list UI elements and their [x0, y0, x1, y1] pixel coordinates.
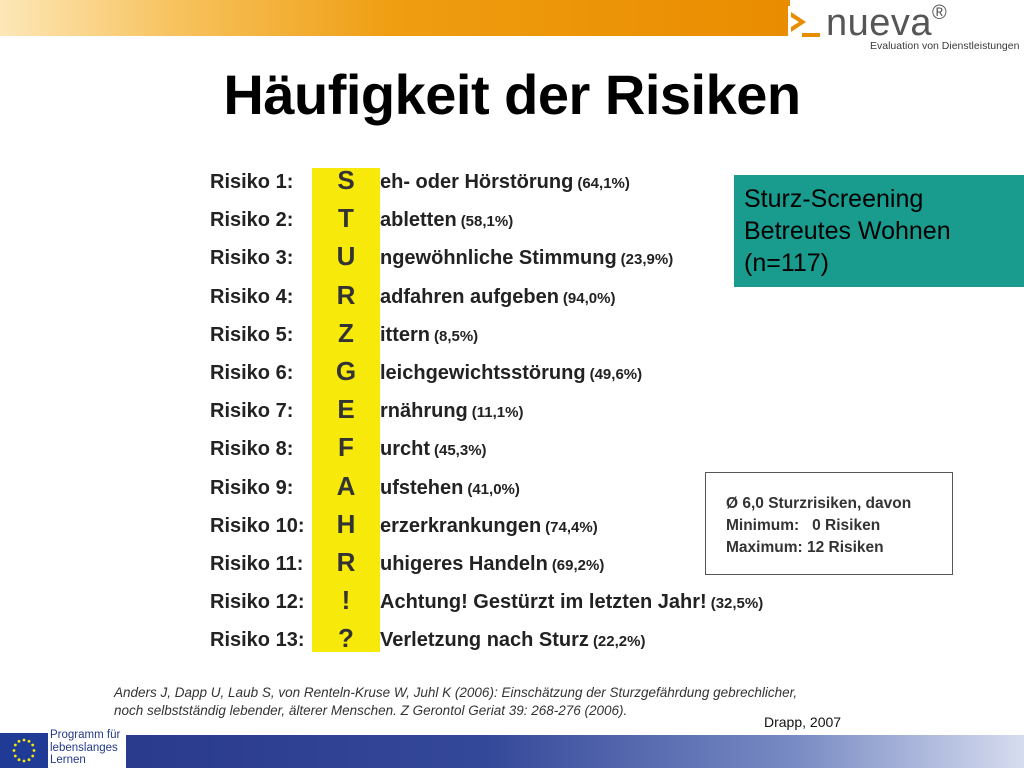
acrostic-letter: R [336, 279, 356, 310]
risk-label: Risiko 3: [210, 247, 294, 270]
risk-row [210, 316, 750, 354]
risk-description [380, 629, 645, 652]
risk-row [210, 201, 750, 239]
nueva-logo [788, 2, 1024, 60]
registered-mark: ® [932, 2, 947, 24]
risk-description [380, 515, 598, 538]
risk-description [380, 362, 642, 385]
eu-program-line: Lernen [50, 754, 86, 766]
acrostic-letter: S [337, 165, 355, 195]
risk-name: uhigeres Handeln [380, 552, 548, 575]
study-info-line: Sturz-Screening [744, 185, 924, 213]
risk-label: Risiko 6: [210, 361, 294, 384]
risk-description [380, 553, 604, 576]
summary-stats-box [705, 472, 953, 575]
study-info-line: Betreutes Wohnen [744, 217, 951, 245]
study-info-line: (n=117) [744, 249, 830, 277]
risk-label: Risiko 1: [210, 171, 294, 193]
eu-program-line: lebenslanges [50, 741, 118, 754]
eu-program-line: Programm für [50, 729, 121, 741]
risk-row [210, 621, 750, 659]
acrostic-letter: T [338, 203, 354, 234]
acrostic-letter: G [335, 355, 357, 386]
risk-percentage: (32,5%) [710, 595, 764, 613]
risk-label: Risiko 7: [210, 400, 294, 423]
eu-program-label [50, 729, 120, 767]
risk-percentage: (74,4%) [545, 518, 598, 536]
risk-percentage: (69,2%) [551, 556, 605, 574]
brand-tagline: Evaluation von Dienstleistungen [870, 40, 1020, 52]
risk-name: leichgewichtsstörung [380, 361, 586, 384]
risk-percentage: (58,1%) [460, 213, 514, 231]
study-info-box [734, 175, 1024, 287]
risk-name: eh- oder Hörstörung [380, 171, 574, 193]
citation-line: Anders J, Dapp U, Laub S, von Renteln-Kruse W, Juhl K (2006): Einschätzung der Sturzgefährdung gebrechlicher, [114, 685, 798, 700]
risk-name: ittern [380, 323, 430, 346]
risk-description [380, 171, 630, 194]
eu-stars-icon [0, 733, 48, 768]
risk-label: Risiko 12: [210, 591, 305, 614]
acrostic-letter: A [336, 470, 356, 501]
risk-name: ufstehen [380, 476, 464, 499]
risk-label: Risiko 4: [210, 285, 294, 308]
risk-row [210, 469, 750, 507]
source-citation [114, 684, 874, 720]
risk-row [210, 545, 750, 583]
stats-line: Minimum: 0 Risiken [726, 517, 881, 534]
risk-name: adfahren aufgeben [380, 285, 559, 308]
risk-percentage: (23,9%) [620, 251, 674, 269]
risk-row [210, 354, 750, 392]
risk-row [210, 278, 750, 316]
risk-percentage: (94,0%) [562, 289, 616, 307]
acrostic-letter: ? [338, 623, 354, 654]
acrostic-letter: U [336, 241, 356, 272]
acrostic-letter: R [336, 546, 356, 577]
nueva-logo-icon [788, 6, 822, 40]
risk-name: ngewöhnliche Stimmung [380, 247, 617, 270]
risk-description [380, 477, 520, 500]
risk-percentage: (41,0%) [467, 480, 520, 498]
risk-label: Risiko 10: [210, 514, 305, 537]
risk-percentage: (22,2%) [592, 633, 646, 651]
risk-percentage: (11,1%) [471, 404, 524, 422]
risk-description [380, 324, 478, 347]
header-banner [0, 0, 790, 36]
risk-name: Verletzung nach Sturz [380, 629, 589, 652]
risk-label: Risiko 2: [210, 209, 294, 232]
stats-line: Maximum: 12 Risiken [726, 539, 884, 556]
risk-name: erzerkrankungen [380, 514, 542, 537]
risk-description [380, 400, 523, 423]
risk-name: urcht [380, 438, 430, 461]
risk-name: rnährung [380, 400, 468, 423]
risk-description [380, 591, 763, 614]
risk-percentage: (45,3%) [434, 442, 487, 460]
risk-row [210, 583, 764, 621]
risk-label: Risiko 13: [210, 629, 305, 652]
risk-percentage: (49,6%) [589, 365, 643, 383]
risk-percentage: (8,5%) [434, 327, 479, 345]
footer-bar [126, 735, 1024, 768]
eu-flag-icon [0, 733, 48, 768]
brand-name: nueva [826, 2, 933, 44]
risk-percentage: (64,1%) [577, 175, 630, 192]
risk-description [380, 247, 673, 270]
risk-row [210, 239, 750, 277]
risk-description [380, 209, 513, 232]
risk-name: Achtung! Gestürzt im letzten Jahr! [380, 591, 707, 614]
acrostic-letter: E [337, 394, 355, 425]
acrostic-letter: H [336, 508, 356, 539]
acrostic-letter: ! [341, 585, 351, 616]
risk-label: Risiko 8: [210, 438, 294, 461]
risk-label: Risiko 9: [210, 476, 294, 499]
risk-row [210, 163, 750, 201]
risk-name: abletten [380, 209, 457, 232]
stats-line: Ø 6,0 Sturzrisiken, davon [726, 495, 912, 512]
risk-description [380, 438, 487, 461]
risk-list [210, 163, 764, 659]
acrostic-letter: F [338, 432, 354, 463]
page-title: Häufigkeit der Risiken [223, 63, 801, 126]
risk-label: Risiko 11: [210, 552, 304, 575]
author-credit: Drapp, 2007 [764, 714, 842, 730]
risk-row [210, 430, 750, 468]
risk-label: Risiko 5: [210, 323, 294, 346]
risk-description [380, 286, 615, 309]
citation-line: noch selbstständig lebender, älterer Menschen. Z Gerontol Geriat 39: 268-276 (2006). [114, 703, 628, 718]
risk-row [210, 507, 750, 545]
acrostic-letter: Z [338, 317, 354, 348]
risk-row [210, 392, 750, 430]
